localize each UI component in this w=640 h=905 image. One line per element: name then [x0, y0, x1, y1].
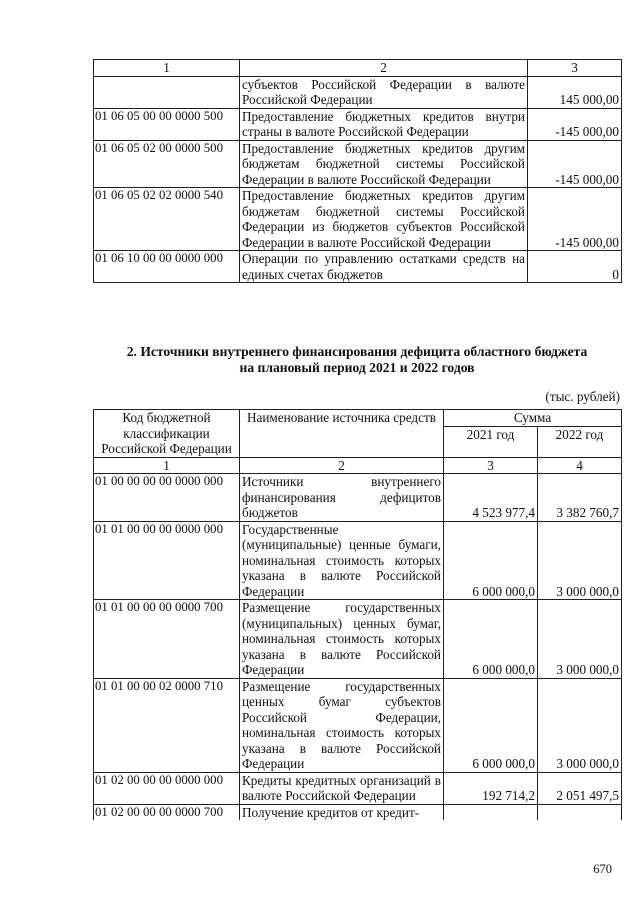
table-row — [94, 804, 622, 820]
amount-2021 — [444, 804, 538, 820]
table-row — [94, 188, 622, 251]
header-code: Код бюджетной классификации Российской Федерации — [94, 410, 240, 458]
column-number: 2 — [240, 60, 528, 77]
amount-2022: 3 382 760,7 — [538, 474, 622, 522]
source-name: Предоставление бюджетных кредитов другим бюджетам бюджетной системы Российской Федерации из бюджетов субъектов Российской Федерации в валюте Российской Федерации — [240, 188, 528, 251]
column-number: 3 — [528, 60, 622, 77]
column-number: 1 — [94, 60, 240, 77]
domestic-sources-table — [93, 409, 622, 820]
table-row — [94, 474, 622, 522]
amount-2021: 6 000 000,0 — [444, 600, 538, 679]
amount-2021: 4 523 977,4 — [444, 474, 538, 522]
sources-table-continued — [93, 59, 622, 283]
classification-code: 01 06 05 02 00 0000 500 — [94, 140, 240, 188]
table-row — [94, 76, 622, 108]
amount: -145 000,00 — [528, 140, 622, 188]
amount-2021: 192 714,2 — [444, 772, 538, 804]
classification-code: 01 02 00 00 00 0000 700 — [94, 804, 240, 820]
amount: 0 — [528, 251, 622, 283]
source-name: субъектов Российской Федерации в валюте Российской Федерации — [240, 76, 528, 108]
table-row — [94, 108, 622, 140]
table-number-row — [94, 457, 622, 474]
classification-code — [94, 76, 240, 108]
table-row — [94, 521, 622, 600]
classification-code: 01 06 10 00 00 0000 000 — [94, 251, 240, 283]
header-year-2022: 2022 год — [538, 426, 622, 457]
table-header-row — [94, 60, 622, 77]
amount-2022: 3 000 000,0 — [538, 678, 622, 772]
amount-2021: 6 000 000,0 — [444, 521, 538, 600]
source-name: Государственные (муниципальные) ценные бумаги, номинальная стоимость которых указана в валюте Российской Федерации — [240, 521, 444, 600]
source-name: Предоставление бюджетных кредитов внутри страны в валюте Российской Федерации — [240, 108, 528, 140]
amount-2021: 6 000 000,0 — [444, 678, 538, 772]
classification-code: 01 01 00 00 00 0000 700 — [94, 600, 240, 679]
section-heading — [93, 344, 621, 376]
table-row — [94, 140, 622, 188]
source-name: Размещение государственных (муниципальных) ценных бумаг, номинальная стоимость которых указана в валюте Российской Федерации — [240, 600, 444, 679]
section-title-line: на плановый период 2021 и 2022 годов — [239, 360, 475, 375]
source-name: Предоставление бюджетных кредитов другим бюджетам бюджетной системы Российской Федерации в валюте Российской Федерации — [240, 140, 528, 188]
table-header-row — [94, 410, 622, 427]
header-name: Наименование источника средств — [240, 410, 444, 458]
header-sum: Сумма — [444, 410, 622, 427]
amount-2022: 3 000 000,0 — [538, 600, 622, 679]
source-name: Операции по управлению остатками средств на единых счетах бюджетов — [240, 251, 528, 283]
amount: -145 000,00 — [528, 188, 622, 251]
classification-code: 01 06 05 02 02 0000 540 — [94, 188, 240, 251]
classification-code: 01 01 00 00 02 0000 710 — [94, 678, 240, 772]
amount-2022: 2 051 497,5 — [538, 772, 622, 804]
column-number: 1 — [94, 457, 240, 474]
source-name: Кредиты кредитных организаций в валюте Российской Федерации — [240, 772, 444, 804]
table-row — [94, 678, 622, 772]
amount-2022: 3 000 000,0 — [538, 521, 622, 600]
column-number: 3 — [444, 457, 538, 474]
units-note: (тыс. рублей) — [545, 389, 620, 404]
section-title-line: 2. Источники внутреннего финансирования дефицита областного бюджета — [126, 344, 588, 359]
amount-2022 — [538, 804, 622, 820]
table-row — [94, 600, 622, 679]
header-year-2021: 2021 год — [444, 426, 538, 457]
classification-code: 01 01 00 00 00 0000 000 — [94, 521, 240, 600]
table-row — [94, 251, 622, 283]
column-number: 4 — [538, 457, 622, 474]
source-name: Размещение государственных ценных бумаг субъектов Российской Федерации, номинальная стоимость которых указана в валюте Российской Федерации — [240, 678, 444, 772]
classification-code: 01 02 00 00 00 0000 000 — [94, 772, 240, 804]
classification-code: 01 00 00 00 00 0000 000 — [94, 474, 240, 522]
page-number: 670 — [593, 862, 612, 876]
column-number: 2 — [240, 457, 444, 474]
amount: 145 000,00 — [528, 76, 622, 108]
amount: -145 000,00 — [528, 108, 622, 140]
classification-code: 01 06 05 00 00 0000 500 — [94, 108, 240, 140]
table-row — [94, 772, 622, 804]
source-name: Источники внутреннего финансирования дефицитов бюджетов — [240, 474, 444, 522]
source-name: Получение кредитов от кредит- — [240, 804, 444, 820]
